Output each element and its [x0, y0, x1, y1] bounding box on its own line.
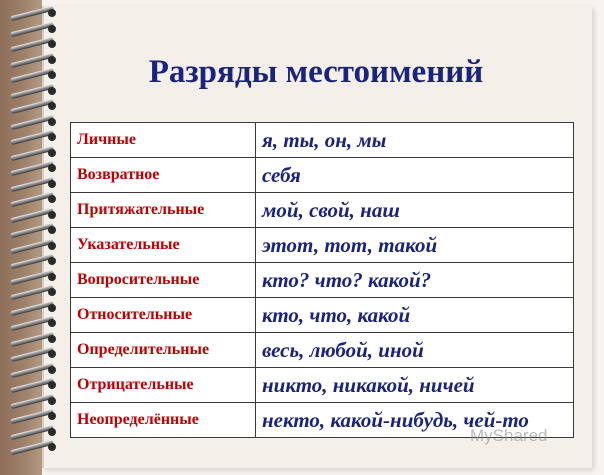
examples-cell: никто, никакой, ничей [256, 368, 574, 403]
table-row [71, 158, 574, 193]
spiral-ring [4, 380, 60, 392]
page-title: Разряды местоимений [148, 54, 484, 90]
examples-cell: кто, что, какой [256, 298, 574, 333]
ring-hole [48, 149, 56, 157]
ring-hole [48, 443, 56, 451]
table-row [71, 368, 574, 403]
table-row [71, 298, 574, 333]
spiral-ring [4, 303, 60, 315]
ring-hole [48, 226, 56, 234]
spiral-ring [4, 117, 60, 129]
spiral-ring [4, 179, 60, 191]
spiral-ring [4, 427, 60, 439]
category-cell: Отрицательные [71, 368, 256, 403]
ring-hole [48, 381, 56, 389]
ring-hole [48, 319, 56, 327]
category-cell: Относительные [71, 298, 256, 333]
spiral-ring [4, 411, 60, 423]
spiral-ring [4, 349, 60, 361]
ring-hole [48, 335, 56, 343]
spiral-ring [4, 256, 60, 268]
spiral-ring [4, 365, 60, 377]
spiral-ring [4, 8, 60, 20]
spiral-ring [4, 194, 60, 206]
ring-hole [48, 288, 56, 296]
ring-hole [48, 133, 56, 141]
examples-cell: некто, какой-нибудь, чей-то [256, 403, 574, 438]
examples-cell: кто? что? какой? [256, 263, 574, 298]
spiral-ring [4, 39, 60, 51]
spiral-ring [4, 132, 60, 144]
category-cell: Вопросительные [71, 263, 256, 298]
ring-hole [48, 180, 56, 188]
ring-hole [48, 9, 56, 17]
ring-hole [48, 412, 56, 420]
spiral-ring [4, 225, 60, 237]
ring-hole [48, 350, 56, 358]
ring-hole [48, 211, 56, 219]
examples-cell: весь, любой, иной [256, 333, 574, 368]
examples-cell: я, ты, он, мы [256, 123, 574, 158]
spiral-ring [4, 318, 60, 330]
ring-hole [48, 102, 56, 110]
ring-hole [48, 273, 56, 281]
ring-hole [48, 195, 56, 203]
ring-hole [48, 304, 56, 312]
category-cell: Личные [71, 123, 256, 158]
examples-cell: себя [256, 158, 574, 193]
spiral-ring [4, 287, 60, 299]
spiral-ring [4, 210, 60, 222]
table-row [71, 193, 574, 228]
examples-cell: мой, свой, наш [256, 193, 574, 228]
spiral-ring [4, 148, 60, 160]
ring-hole [48, 397, 56, 405]
spiral-ring [4, 24, 60, 36]
table-row [71, 228, 574, 263]
spiral-ring [4, 396, 60, 408]
category-cell: Указательные [71, 228, 256, 263]
table-row [71, 403, 574, 438]
table-row [71, 123, 574, 158]
examples-cell: этот, тот, такой [256, 228, 574, 263]
spiral-ring [4, 334, 60, 346]
ring-hole [48, 242, 56, 250]
ring-hole [48, 366, 56, 374]
ring-hole [48, 428, 56, 436]
ring-hole [48, 25, 56, 33]
spiral-ring [4, 272, 60, 284]
spiral-ring [4, 101, 60, 113]
category-cell: Неопределённые [71, 403, 256, 438]
ring-hole [48, 118, 56, 126]
ring-hole [48, 164, 56, 172]
ring-hole [48, 40, 56, 48]
table-row [71, 263, 574, 298]
spiral-ring [4, 163, 60, 175]
table-row [71, 333, 574, 368]
category-cell: Определительные [71, 333, 256, 368]
spiral-ring [4, 241, 60, 253]
category-cell: Возвратное [71, 158, 256, 193]
ring-hole [48, 257, 56, 265]
category-cell: Притяжательные [71, 193, 256, 228]
watermark-logo: MyShared [470, 426, 548, 445]
pronoun-table [70, 122, 574, 438]
spiral-ring [4, 442, 60, 454]
